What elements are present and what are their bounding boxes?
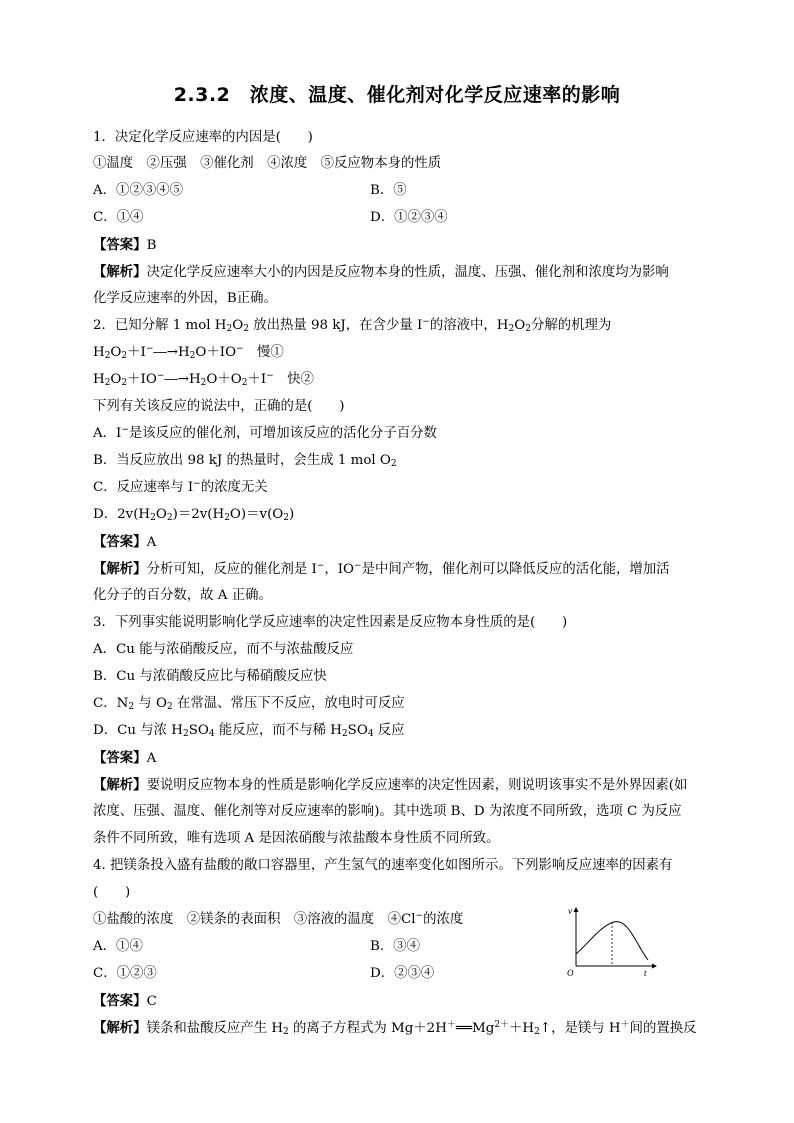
subscript: 2 xyxy=(189,351,196,361)
text: O xyxy=(514,318,526,333)
q4-analysis-line-1 xyxy=(93,1018,713,1039)
graph-label-o: O xyxy=(567,968,574,978)
q2-mechanism-step-2 xyxy=(93,370,713,390)
analysis-tag: 【解析】 xyxy=(93,777,147,793)
text: D．Cu 与浓 H xyxy=(93,723,183,738)
text: 分解的机理为 xyxy=(530,318,612,333)
q2-mechanism-step-1 xyxy=(93,343,713,363)
superscript: − xyxy=(156,371,165,381)
q1-option-c: C．①④ xyxy=(93,210,144,225)
text: 的溶液中，H xyxy=(429,318,509,333)
x-axis-arrow xyxy=(652,964,657,969)
text: 放出热量 98 kJ，在含少量 I xyxy=(248,318,423,333)
answer-value: B xyxy=(146,238,157,253)
q4-answer xyxy=(93,991,713,1012)
subscript: 2 xyxy=(241,378,248,388)
q4-stem-line-2: ( ) xyxy=(93,885,131,900)
q2-analysis-line-2: 化分子的百分数，故 A 正确。 xyxy=(93,588,272,603)
q1-answer xyxy=(93,235,713,256)
subscript: 2 xyxy=(283,513,290,523)
answer-tag: 【答案】 xyxy=(93,750,147,766)
answer-value: C xyxy=(146,994,157,1009)
subscript: 2 xyxy=(243,324,249,334)
q2-option-d xyxy=(93,505,713,525)
text: O xyxy=(110,345,122,360)
text: )＝2v(H xyxy=(172,507,225,522)
q1-analysis-line-2: 化学反应速率的外因，B正确。 xyxy=(93,291,277,306)
q4-option-a: A．①④ xyxy=(93,939,143,954)
text: 的离子方程式为 Mg＋2H xyxy=(288,1021,447,1036)
q1-items: ①温度 ②压强 ③催化剂 ④浓度 ⑤反应物本身的性质 xyxy=(93,156,442,171)
q4-option-b: B．③④ xyxy=(370,939,421,954)
text: ①盐酸的浓度 ②镁条的表面积 ③溶液的温度 ④Cl xyxy=(93,912,416,927)
text: 要说明反应物本身的性质是影响化学反应速率的决定性因素，则说明该事实不是外界因素(如 xyxy=(146,778,688,793)
subscript: 2 xyxy=(182,729,189,739)
text: ，IO xyxy=(324,562,355,577)
q3-analysis-line-3: 条件不同所致，唯有选项 A 是因浓硝酸与浓盐酸本身性质不同所致。 xyxy=(93,831,500,846)
subscript: 2 xyxy=(121,378,128,388)
q2-answer xyxy=(93,532,713,553)
superscript: − xyxy=(354,561,362,571)
text: O＋IO xyxy=(195,345,237,360)
q4-stem-line-1: 4. 把镁条投入盛有盐酸的敞口容器里，产生氢气的速率变化如图所示。下列影响反应速率的因素有 xyxy=(93,858,673,873)
text: A．I xyxy=(93,426,122,441)
rate-time-graph xyxy=(562,900,662,980)
q1-option-b: B．⑤ xyxy=(370,183,407,198)
q1-analysis-line-1 xyxy=(93,262,713,283)
subscript: 2 xyxy=(121,351,128,361)
subscript: 2 xyxy=(104,351,111,361)
q1-option-d: D．①②③④ xyxy=(370,210,448,225)
text: O＋O xyxy=(206,372,242,387)
text: 的浓度无关 xyxy=(200,480,268,495)
subscript: 2 xyxy=(166,702,173,712)
text: C．N xyxy=(93,696,129,711)
text: SO xyxy=(188,723,209,738)
superscript: − xyxy=(145,344,154,354)
subscript: 2 xyxy=(525,324,531,334)
q1-stem: 1．决定化学反应速率的内因是( ) xyxy=(93,130,313,145)
text: ＋H xyxy=(509,1021,535,1036)
text: SO xyxy=(347,723,368,738)
q4-option-c: C．①②③ xyxy=(93,966,157,981)
q2-ask: 下列有关该反应的说法中，正确的是( ) xyxy=(93,399,345,414)
text: 在常温、常压下不反应，放电时可反应 xyxy=(172,696,405,711)
text: C．反应速率与 I xyxy=(93,480,194,495)
text: 慢① xyxy=(243,345,284,360)
q1-option-a: A．①②③④⑤ xyxy=(93,183,184,198)
superscript: ＋ xyxy=(446,1020,456,1030)
answer-tag: 【答案】 xyxy=(93,237,147,253)
text: ══Mg xyxy=(455,1021,495,1036)
text: 镁条和盐酸反应产生 H xyxy=(146,1021,284,1036)
subscript: 2 xyxy=(283,1027,289,1037)
subscript: 2 xyxy=(200,378,207,388)
page-title: 2.3.2 浓度、温度、催化剂对化学反应速率的影响 xyxy=(173,84,621,106)
text: 与 O xyxy=(134,696,167,711)
text: 快② xyxy=(273,372,314,387)
text: ＋IO xyxy=(127,372,157,387)
subscript: 4 xyxy=(367,729,374,739)
subscript: 2 xyxy=(226,324,233,334)
superscript: − xyxy=(415,911,424,921)
q3-analysis-line-2: 浓度、压强、温度、催化剂等对反应速率的影响)。其中选项 B、D 为浓度不同所致，选项 C 为反应 xyxy=(93,804,682,819)
text: ＋I xyxy=(247,372,267,387)
subscript: 2 xyxy=(150,513,156,523)
answer-value: A xyxy=(146,751,157,766)
subscript: 2 xyxy=(341,729,348,739)
text: 是中间产物，催化剂可以降低反应的活化能，增加活 xyxy=(361,562,670,577)
answer-tag: 【答案】 xyxy=(93,993,147,1009)
superscript: − xyxy=(266,371,274,381)
superscript: − xyxy=(236,344,244,354)
graph-label-v: v xyxy=(568,906,572,916)
q4-option-d: D．②③④ xyxy=(370,966,435,981)
q3-stem: 3．下列事实能说明影响化学反应速率的决定性因素是反应物本身性质的是( ) xyxy=(93,615,568,630)
y-axis-arrow xyxy=(574,907,579,912)
q3-analysis-line-1 xyxy=(93,775,713,796)
q3-option-a: A．Cu 能与浓硝酸反应，而不与浓盐酸反应 xyxy=(93,642,354,657)
q2-analysis-line-1 xyxy=(93,559,713,580)
text: 间的置换反 xyxy=(629,1021,697,1036)
text: O xyxy=(232,318,244,333)
q3-answer xyxy=(93,748,713,769)
subscript: 2 xyxy=(224,513,230,523)
text: ) xyxy=(289,507,295,522)
superscript: − xyxy=(121,425,129,435)
text: H xyxy=(93,345,105,360)
text: ↑，是镁与 H xyxy=(539,1021,621,1036)
text: 反应 xyxy=(373,723,405,738)
analysis-tag: 【解析】 xyxy=(93,264,147,280)
analysis-tag: 【解析】 xyxy=(93,1020,147,1036)
subscript: 2 xyxy=(128,702,135,712)
q2-option-a xyxy=(93,424,713,444)
analysis-text: 决定化学反应速率大小的内因是反应物本身的性质，温度、压强、催化剂和浓度均为影响 xyxy=(146,265,669,280)
text: 能反应，而不与稀 H xyxy=(214,723,342,738)
superscript: − xyxy=(422,317,430,327)
text: ―→H xyxy=(164,372,201,387)
answer-tag: 【答案】 xyxy=(93,534,147,550)
q3-option-d xyxy=(93,721,713,741)
subscript: 4 xyxy=(208,729,215,739)
text: 的浓度 xyxy=(423,912,464,927)
superscript: − xyxy=(193,479,201,489)
subscript: 2 xyxy=(166,513,173,523)
text: 分析可知，反应的催化剂是 I xyxy=(146,562,317,577)
text: O xyxy=(110,372,122,387)
q3-option-b: B．Cu 与浓硝酸反应比与稀硝酸反应快 xyxy=(93,669,327,684)
analysis-tag: 【解析】 xyxy=(93,561,147,577)
text: 2．已知分解 1 mol H xyxy=(93,318,227,333)
q2-option-c xyxy=(93,478,713,498)
superscript: 2＋ xyxy=(494,1020,510,1030)
q2-stem xyxy=(93,316,713,336)
text: ＋I xyxy=(127,345,146,360)
text: O)＝v(O xyxy=(229,507,284,522)
text: 是该反应的催化剂，可增加该反应的活化分子百分数 xyxy=(128,426,437,441)
q3-option-c xyxy=(93,694,713,714)
answer-value: A xyxy=(146,535,157,550)
superscript: − xyxy=(316,561,325,571)
subscript: 2 xyxy=(104,378,111,388)
subscript: 2 xyxy=(534,1027,540,1037)
subscript: 2 xyxy=(508,324,515,334)
subscript: 2 xyxy=(390,459,397,469)
superscript: ＋ xyxy=(620,1020,630,1030)
text: B．当反应放出 98 kJ 的热量时，会生成 1 mol O xyxy=(93,453,391,468)
text: H xyxy=(93,372,105,387)
text: ―→H xyxy=(153,345,190,360)
text: D．2v(H xyxy=(93,507,151,522)
text: O xyxy=(155,507,167,522)
graph-label-t: t xyxy=(644,968,647,978)
q2-option-b xyxy=(93,451,713,471)
